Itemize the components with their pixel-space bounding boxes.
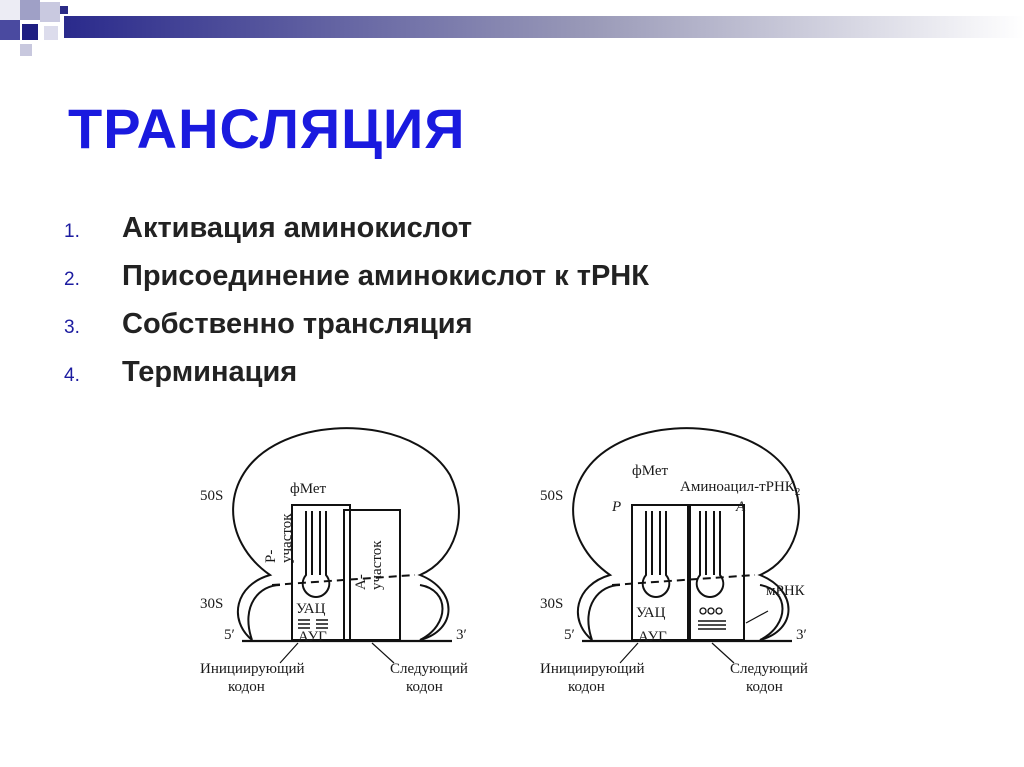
list-item [64,308,649,356]
list-item [64,212,649,260]
trna-p-inner [652,511,660,575]
label-anticodon: УАЦ [296,601,326,617]
large-subunit-outline [233,428,459,640]
codon-pointer [620,643,638,663]
label-codon: АУГ [638,629,667,645]
ribosome-diagram [180,415,860,705]
list-text: Активация аминокислот [122,212,473,244]
label-next-codon: Следующий кодон [390,661,468,695]
slide-title: ТРАНСЛЯЦИЯ [68,97,466,160]
label-next-codon: Следующий кодон [730,661,808,695]
trna-p [643,511,670,597]
label-codon: АУГ [298,629,327,645]
codon-pointer [280,643,298,663]
label-3prime: 3′ [456,627,467,643]
small-subunit-outline [248,585,442,640]
decor-square [0,20,20,40]
label-50s: 50S [200,488,224,504]
label-aminoacyl-trna: Аминоацил-тРНК$_2$ [680,479,801,498]
list-text: Терминация [122,356,298,388]
list-number: 3. [64,317,80,338]
decor-square [40,2,60,22]
a-site-box [688,505,744,640]
codon-pointer [372,643,394,663]
decor-square [44,26,58,40]
list-number: 1. [64,221,80,242]
label-p: P [612,499,622,515]
list-number: 2. [64,269,80,290]
header-gradient-bar [64,16,1024,38]
label-mrna: мРНК [766,583,805,599]
mrna-pointer [746,611,768,623]
trna-a [697,511,724,597]
list-item [64,260,649,308]
list-text: Собственно трансляция [122,308,473,340]
label-initiating-codon: Инициирующий кодон [540,661,645,695]
trna-p-inner [312,511,320,575]
pairing-ticks [698,621,726,629]
subunit-boundary [612,575,755,585]
label-a: A [736,499,746,515]
trna-p [303,511,330,597]
label-5prime: 5′ [564,627,575,643]
codon-pointer [712,643,734,663]
label-initiating-codon: Инициирующий кодон [200,661,305,695]
label-anticodon: УАЦ [636,605,666,621]
label-p-site: P- участок [263,513,295,563]
right-ribosome [573,428,799,663]
decor-square [20,44,32,56]
list-item [64,356,649,404]
list-text: Присоединение аминокислот к тРНК [122,260,649,292]
label-fmet: фМет [632,463,669,479]
pairing-ticks [298,620,328,628]
list-number: 4. [64,365,80,386]
right-labels [540,463,812,695]
decor-square [22,24,38,40]
trna-a-inner [706,511,714,575]
decor-square [20,0,40,20]
label-a-site: A- участок [353,540,385,590]
large-subunit-outline [573,428,799,640]
steps-list [64,212,649,404]
slide-header-decoration [0,0,1024,60]
label-3prime: 3′ [796,627,807,643]
label-30s: 30S [540,596,564,612]
decor-square [0,0,20,20]
small-subunit-outline [588,585,782,640]
label-fmet: фМет [290,481,327,497]
decor-square [60,6,68,14]
label-50s: 50S [540,488,564,504]
left-ribosome [233,428,459,663]
label-5prime: 5′ [224,627,235,643]
label-30s: 30S [200,596,224,612]
pairing-circles [700,608,722,614]
